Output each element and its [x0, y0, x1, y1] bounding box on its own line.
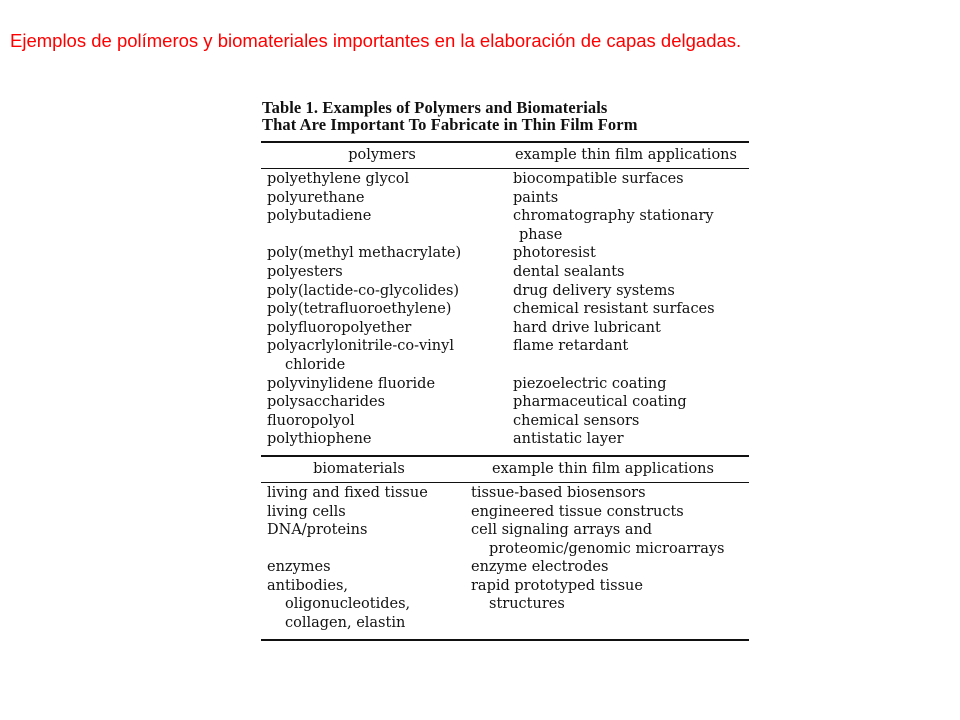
polymers-body [261, 169, 749, 455]
table-cell: fluoropolyol [267, 412, 355, 429]
table-cell: dental sealants [513, 263, 625, 280]
table-cell: drug delivery systems [513, 282, 675, 299]
table-cell: chloride [285, 356, 346, 373]
table-cell: chemical sensors [513, 412, 640, 429]
table-cell: piezoelectric coating [513, 375, 667, 392]
polymers-applications-header: example thin film applications [515, 147, 737, 163]
table-title [262, 100, 749, 133]
biomaterials-applications-header: example thin film applications [492, 460, 714, 477]
biomaterials-column [267, 484, 471, 633]
table-cell: rapid prototyped tissue [471, 577, 643, 594]
bottom-rule [261, 639, 749, 641]
table-cell: enzyme electrodes [471, 559, 609, 576]
polymers-column [267, 170, 513, 449]
table-cell: living and fixed tissue [267, 484, 428, 501]
table-cell [513, 356, 715, 375]
biomaterials-applications-column [471, 484, 724, 633]
polymers-header-row [261, 143, 749, 168]
table-cell: phase [519, 226, 563, 243]
table-cell: hard drive lubricant [513, 319, 661, 336]
biomaterials-header-row [261, 457, 749, 482]
table-cell: poly(methyl methacrylate) [267, 245, 462, 262]
biomaterials-header: biomaterials [313, 460, 405, 477]
table-cell: enzymes [267, 559, 331, 576]
table-cell: paints [513, 189, 559, 206]
table-cell [471, 614, 724, 633]
table-cell: flame retardant [513, 338, 629, 355]
table-cell: DNA/proteins [267, 522, 368, 539]
table-cell: poly(tetrafluoroethylene) [267, 301, 452, 318]
table-title-line-1: Table 1. Examples of Polymers and Biomaterials [262, 98, 608, 117]
table-cell: photoresist [513, 245, 596, 262]
table-cell: polysaccharides [267, 394, 386, 411]
table-cell: polyvinylidene fluoride [267, 375, 436, 392]
polymers-section [261, 141, 749, 455]
table-figure [261, 100, 749, 641]
table-title-line-2: That Are Important To Fabricate in Thin Film Form [262, 114, 638, 134]
table-cell: polythiophene [267, 431, 372, 448]
table-cell: poly(lactide-co-glycolides) [267, 282, 460, 299]
table-cell: engineered tissue constructs [471, 503, 684, 520]
table-cell [267, 226, 513, 245]
table-cell: living cells [267, 503, 346, 520]
table-cell: pharmaceutical coating [513, 394, 687, 411]
table-cell [267, 540, 471, 559]
table-cell: biocompatible surfaces [513, 171, 684, 187]
table-cell: chromatography stationary [513, 208, 714, 225]
table-cell: proteomic/genomic microarrays [489, 540, 725, 557]
table-cell: polyacrlylonitrile-co-vinyl [267, 338, 454, 355]
table-cell: collagen, elastin [285, 615, 406, 632]
table-cell: tissue-based biosensors [471, 484, 646, 501]
slide-caption: Ejemplos de polímeros y biomateriales importantes en la elaboración de capas delgadas. [10, 30, 742, 51]
biomaterials-section [261, 455, 749, 641]
table-cell: structures [489, 596, 565, 613]
polymers-header: polymers [348, 147, 416, 163]
table-cell: cell signaling arrays and [471, 522, 653, 539]
table-cell: polyethylene glycol [267, 171, 410, 187]
table-cell: polyesters [267, 263, 343, 280]
table-cell: oligonucleotides, [285, 596, 411, 613]
table-cell: polyfluoropolyether [267, 319, 412, 336]
table-cell: chemical resistant surfaces [513, 301, 715, 318]
biomaterials-body [261, 483, 749, 639]
table-cell: polybutadiene [267, 208, 372, 225]
table-cell: antistatic layer [513, 431, 624, 448]
table-cell: antibodies, [267, 577, 349, 594]
table-cell: polyurethane [267, 189, 365, 206]
polymers-applications-column [513, 170, 715, 449]
